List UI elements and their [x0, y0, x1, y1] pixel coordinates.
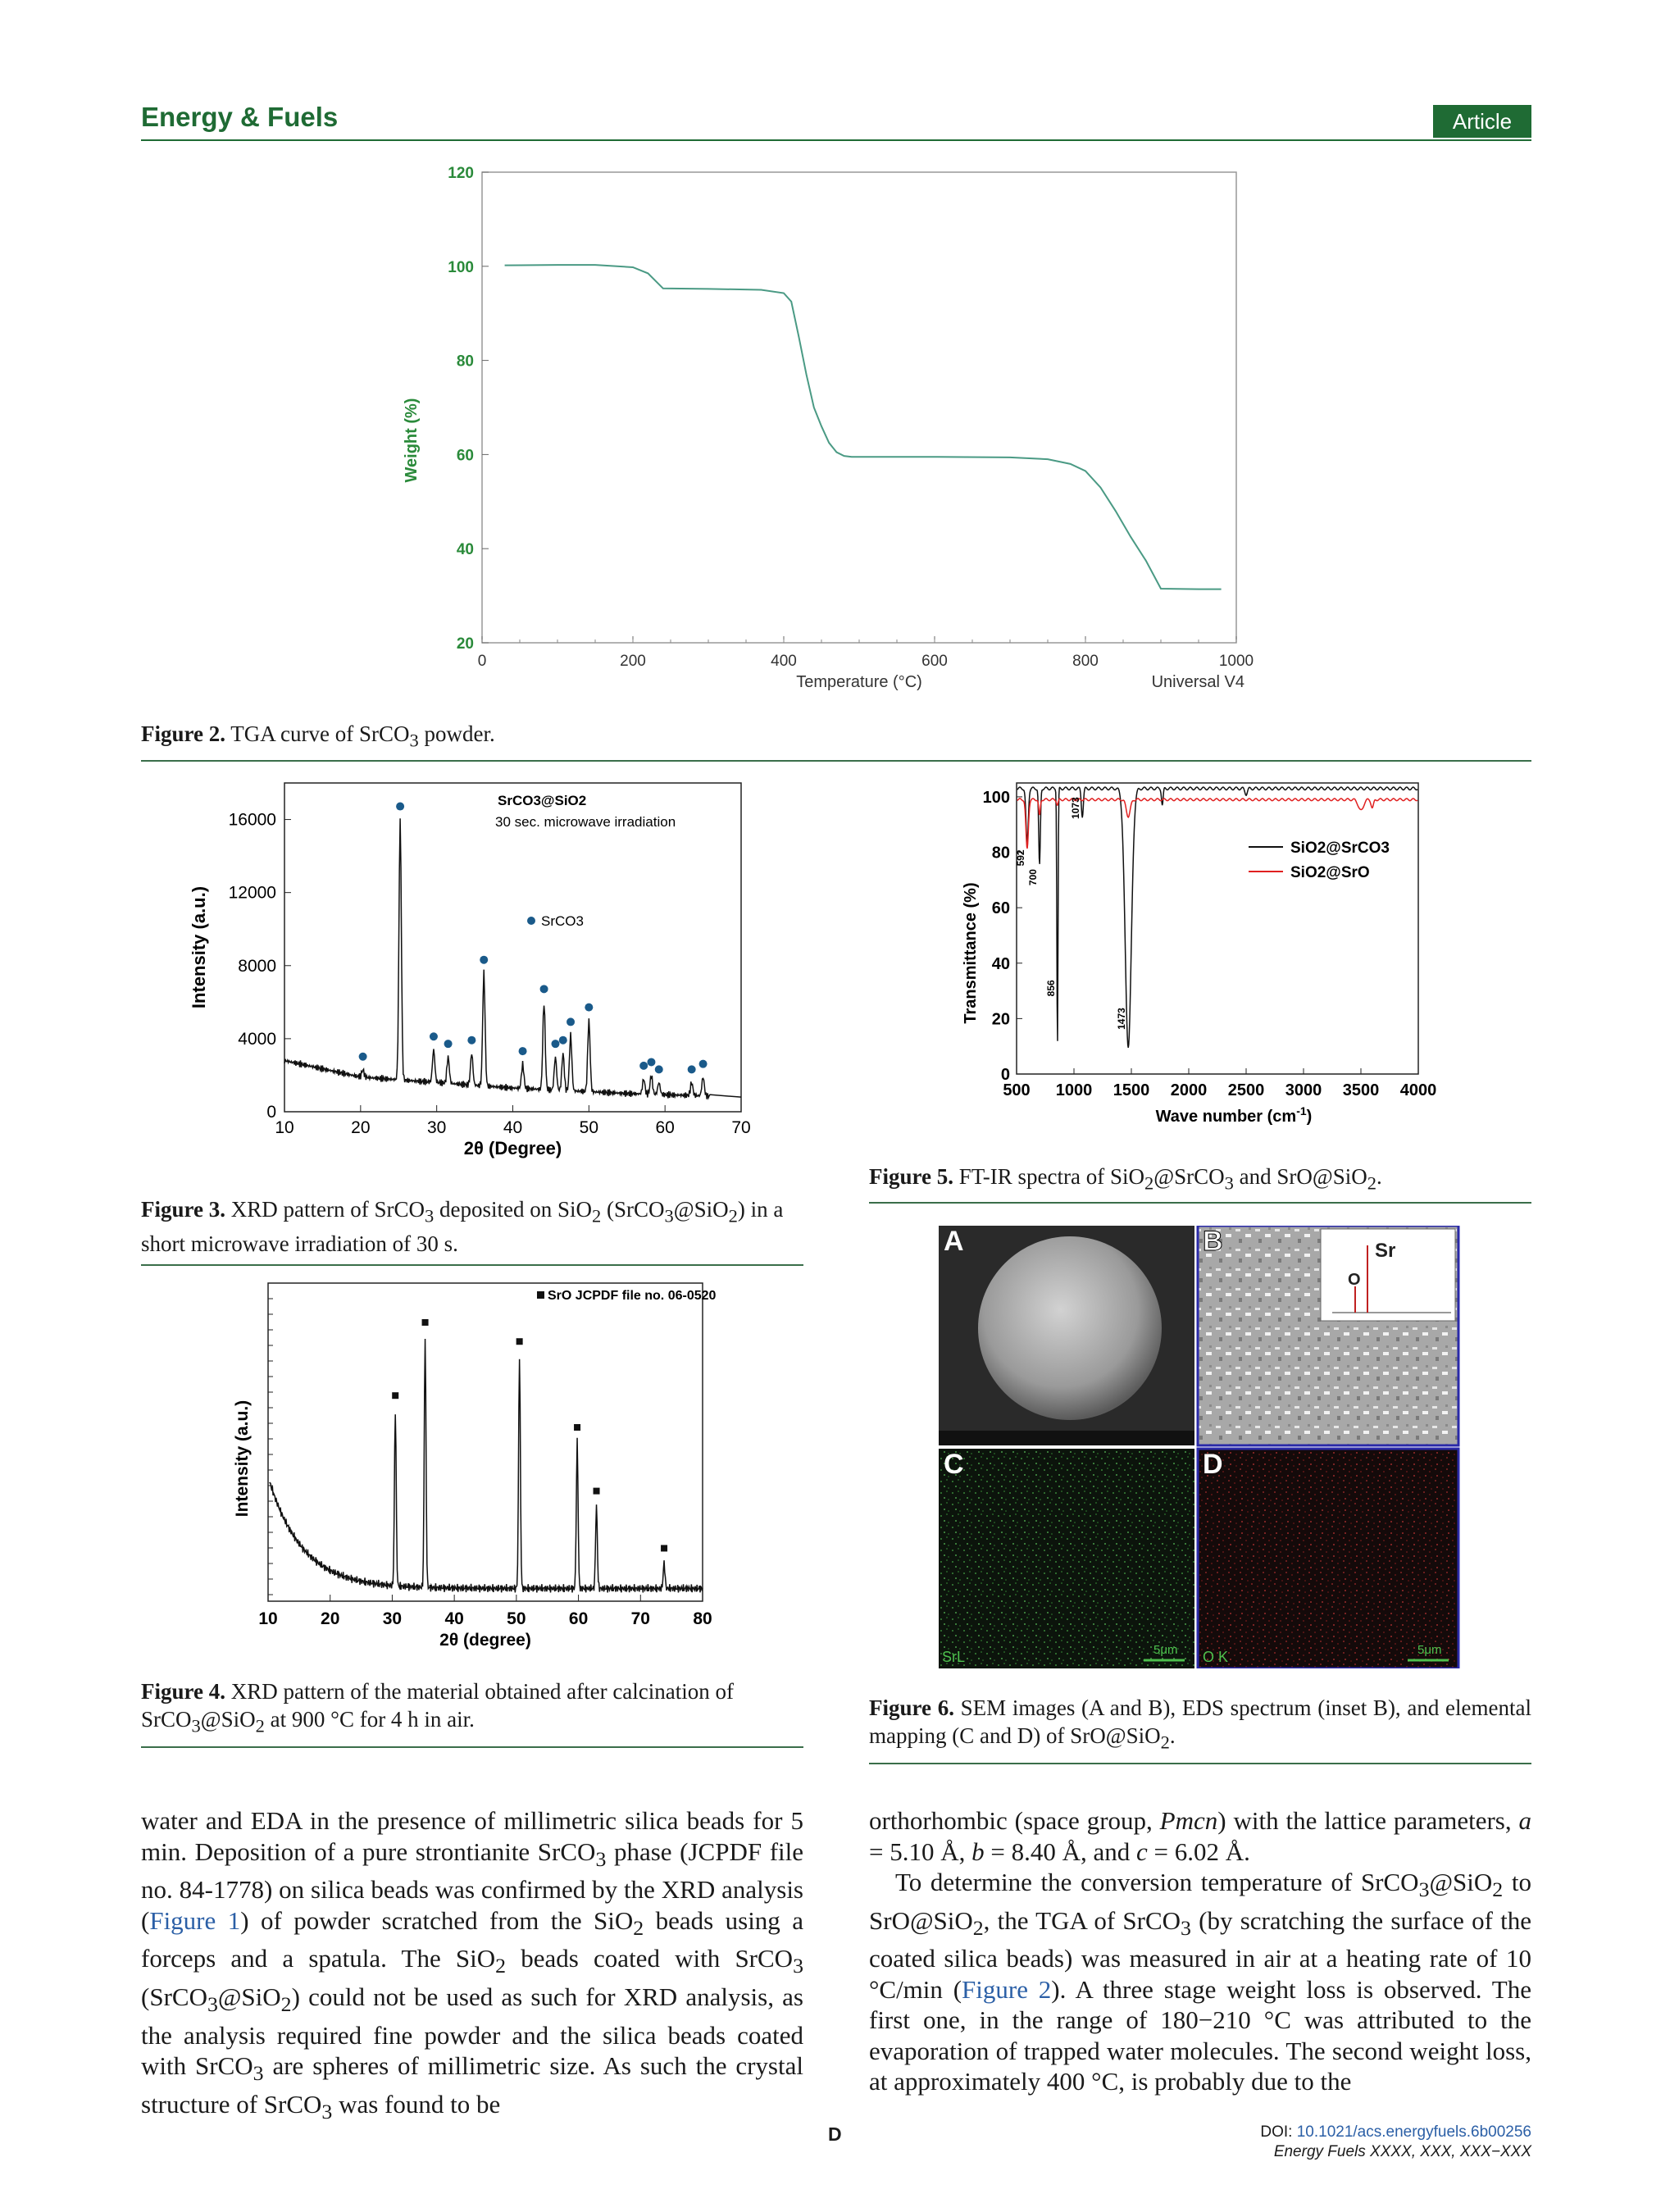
panel-label-b: B: [1203, 1226, 1223, 1257]
tga-x-tick-label: 800: [1072, 653, 1099, 670]
xrd4-x-tick-label: 60: [568, 1609, 589, 1628]
tga-x-tick-label: 600: [921, 653, 948, 670]
xrd3-y-tick-label: 8000: [238, 956, 276, 976]
tga-y-tick-label: 40: [456, 541, 474, 559]
xrd3-peak-marker: [647, 1058, 655, 1066]
ftir-y-tick-label: 0: [1000, 1066, 1010, 1084]
xrd3-y-tick-label: 0: [266, 1103, 276, 1122]
xrd3-peak-marker: [566, 1017, 575, 1026]
footer-doi: [1066, 2123, 1531, 2141]
figure5-rule: [869, 1202, 1531, 1204]
xrd4-x-tick-label: 30: [382, 1609, 403, 1628]
xrd3-peak-marker: [559, 1036, 567, 1045]
figure3-rule: [141, 1264, 803, 1266]
xrd3-x-tick-label: 40: [503, 1118, 523, 1137]
figure2-link[interactable]: Figure 2: [962, 1974, 1052, 2004]
journal-title: Energy & Fuels: [141, 102, 339, 132]
tga-chart: [361, 156, 1295, 713]
xrd3-peak-marker: [688, 1065, 696, 1073]
tga-y-tick-label: 60: [456, 447, 474, 465]
xrd3-x-tick-label: 60: [655, 1118, 675, 1137]
map-label-c: SrL: [942, 1649, 966, 1665]
xrd3-peak-marker: [480, 956, 488, 964]
body-column-left: water and EDA in the presence of millimetric silica beads for 5 min. Deposition of a pure strontianite SrCO$_3$ phase (JCPDF file no. 84-1778) on silica beads was confirmed by the XRD analysis (Figure 1) of powder scratched from the SiO$_2$ beads using a forceps and a spatula. The SiO$_2$ beads coated with SrCO$_3$ (SrCO$_3$@SiO$_2$) could not be used as such for XRD analysis, as the analysis required fine powder and the silica beads coated with SrCO$_3$ are spheres of millimetric size. As such the crystal structure of SrCO$_3$ was found to be: [141, 1806, 804, 2124]
ftir-y-tick-label: 100: [982, 788, 1010, 807]
map-label-d: O K: [1203, 1649, 1229, 1665]
eds-inset: [1321, 1229, 1455, 1321]
xrd3-peak-marker: [467, 1036, 475, 1045]
figure6-caption: Figure 6. SEM images (A and B), EDS spectrum (inset B), and elemental mapping (C and D) of SrO@SiO$_2$.: [869, 1695, 1532, 1753]
ftir-y-tick-label: 80: [991, 844, 1010, 862]
xrd3-plot-frame: [284, 783, 741, 1112]
tga-x-tick-label: 0: [477, 653, 487, 670]
ftir-legend-label-srco3: SiO2@SrCO3: [1290, 840, 1390, 857]
xrd3-chart-title: SrCO3@SiO2: [498, 793, 587, 808]
ftir-peak-annotation: 1073: [1070, 797, 1082, 819]
xrd4-x-tick-label: 50: [507, 1609, 526, 1628]
xrd4-legend-label: SrO JCPDF file no. 06-0520: [548, 1289, 717, 1303]
body-column-right: orthorhombic (space group, Pmcn) with the lattice parameters, a = 5.10 Å, b = 8.40 Å, and c = 6.02 Å. To determine the conversion temperature of SrCO$_3$@SiO$_2$ to SrO@SiO$_2$, the TGA of SrCO$_3$ (by scratching the surface of the coated silica beads) was measured in air at a heating rate of 10 °C/min (Figure 2). A three stage weight loss is observed. The first one, in the range of 180−210 °C was attributed to the evaporation of trapped water molecules. The second weight loss, at approximately 400 °C, is probably due to the: [869, 1806, 1531, 2096]
xrd4-peak-marker: [574, 1424, 580, 1431]
tga-series-line: [505, 265, 1222, 589]
header-rule: [141, 139, 1531, 141]
ftir-y-tick-label: 60: [991, 899, 1010, 918]
ftir-legend-label-sro: SiO2@SrO: [1290, 864, 1370, 881]
figure3-caption: Figure 3. XRD pattern of SrCO$_3$ deposited on SiO$_2$ (SrCO$_3$@SiO$_2$) in a short microwave irradiation of 30 s.: [141, 1197, 784, 1257]
xrd3-peak-marker: [540, 985, 548, 993]
xrd3-legend-label: SrCO3: [541, 913, 584, 929]
figure4-rule: [141, 1746, 803, 1748]
ftir-plot-frame: [1014, 783, 1418, 1074]
xrd3-peak-marker: [585, 1004, 593, 1012]
xrd3-x-tick-label: 30: [426, 1118, 447, 1137]
xrd3-peak-marker: [444, 1040, 453, 1048]
panel-label-c: C: [944, 1449, 964, 1480]
tga-instrument-label: Universal V4: [1151, 673, 1244, 691]
xrd4-peak-marker: [516, 1338, 523, 1345]
xrd3-x-tick-label: 10: [275, 1118, 294, 1137]
ftir-peak-annotation: 700: [1027, 869, 1039, 886]
doi-link[interactable]: 10.1021/acs.energyfuels.6b00256: [1296, 2123, 1531, 2141]
ftir-x-axis-sup: -1: [1296, 1104, 1307, 1117]
panel-label-d: D: [1203, 1449, 1223, 1480]
figure5-caption: Figure 5. FT-IR spectra of SiO$_2$@SrCO$_3$ and SrO@SiO$_2$.: [869, 1164, 1382, 1194]
ftir-peak-annotation: 1473: [1116, 1008, 1128, 1030]
figure4-label: Figure 4.: [141, 1679, 225, 1704]
tga-x-tick-label: 400: [771, 653, 797, 670]
ftir-peak-annotation: 856: [1044, 980, 1057, 997]
xrd4-pattern-line: [270, 1339, 703, 1592]
xrd-sro-chart: [141, 1275, 797, 1668]
eds-o-label: O: [1348, 1271, 1361, 1289]
xrd3-x-axis-label: 2θ (Degree): [463, 1138, 562, 1158]
ftir-y-tick-label: 20: [991, 1010, 1010, 1029]
ftir-peak-annotation: 592: [1014, 849, 1026, 867]
xrd4-plot-frame: [268, 1283, 703, 1601]
footer-citation: Energy Fuels XXXX, XXX, XXX−XXX: [1273, 2143, 1531, 2160]
ftir-y-axis-label: Transmittance (%): [962, 882, 980, 1024]
ftir-x-tick-label: 1000: [1055, 1081, 1093, 1099]
tga-x-axis-label: Temperature (°C): [796, 673, 922, 691]
xrd4-x-tick-label: 40: [444, 1609, 464, 1628]
sem-panel-b: [1198, 1226, 1458, 1445]
ftir-x-tick-label: 3500: [1342, 1081, 1380, 1099]
xrd4-peak-marker: [661, 1545, 667, 1551]
xrd3-peak-marker: [430, 1032, 438, 1040]
xrd3-peak-marker: [639, 1062, 648, 1070]
xrd3-y-tick-label: 4000: [238, 1029, 276, 1049]
xrd3-y-axis-label: Intensity (a.u.): [189, 885, 209, 1009]
tga-y-tick-label: 100: [448, 258, 474, 276]
page-number: D: [828, 2123, 842, 2145]
ftir-series-srco3: [1014, 787, 1417, 1048]
tga-y-tick-label: 120: [448, 165, 474, 182]
scale-bar-c: 5μm: [1153, 1643, 1178, 1657]
xrd4-legend-marker: [537, 1291, 544, 1299]
ftir-x-tick-label: 500: [1003, 1081, 1031, 1099]
xrd4-x-tick-label: 10: [258, 1609, 278, 1628]
xrd3-pattern-line: [284, 818, 741, 1099]
tga-plot-frame: [482, 172, 1236, 643]
figure6-rule: [869, 1763, 1531, 1764]
xrd4-x-axis-label: 2θ (degree): [439, 1631, 531, 1650]
tga-y-tick-label: 20: [456, 635, 474, 653]
xrd3-peak-marker: [699, 1060, 708, 1068]
xrd3-peak-marker: [519, 1047, 527, 1055]
tga-x-tick-label: 200: [620, 653, 646, 670]
figure4-caption: Figure 4. XRD pattern of the material obtained after calcination of SrCO$_3$@SiO$_2$ at 900 °C for 4 h in air.: [141, 1679, 734, 1736]
xrd4-peak-marker: [594, 1488, 600, 1495]
xrd4-peak-marker: [422, 1319, 429, 1326]
figure6-label: Figure 6.: [869, 1695, 954, 1720]
ftir-x-tick-label: 1500: [1113, 1081, 1150, 1099]
xrd4-x-tick-label: 80: [693, 1609, 712, 1628]
ftir-x-axis-label: Wave number $(cm^{-1})$: [1155, 1104, 1313, 1126]
doi-prefix: DOI:: [1260, 2123, 1293, 2141]
xrd-srco3-chart: [141, 771, 797, 1181]
figure2-caption: Figure 2. TGA curve of SrCO$_3$ powder.: [141, 721, 495, 751]
ftir-x-tick-label: 3000: [1285, 1081, 1322, 1099]
ftir-x-tick-label: 2500: [1227, 1081, 1265, 1099]
eds-sr-label: Sr: [1375, 1240, 1396, 1262]
xrd3-y-tick-label: 12000: [228, 883, 276, 903]
sem-panel-d: [1198, 1449, 1458, 1668]
sem-panel-c: [939, 1449, 1194, 1668]
sem-figure: [939, 1226, 1463, 1668]
figure1-link[interactable]: Figure 1: [149, 1905, 241, 1935]
xrd4-y-axis-label: Intensity (a.u.): [233, 1400, 252, 1518]
xrd3-x-tick-label: 50: [579, 1118, 599, 1137]
xrd3-peak-marker: [551, 1040, 559, 1048]
ftir-chart: [869, 771, 1525, 1148]
tga-x-tick-label: 1000: [1218, 653, 1254, 670]
figure2-rule: [141, 760, 1531, 762]
tga-y-tick-label: 80: [456, 353, 474, 371]
panel-label-a: A: [944, 1226, 964, 1257]
xrd3-y-tick-label: 16000: [228, 810, 276, 830]
xrd4-x-tick-label: 70: [630, 1609, 650, 1628]
scale-bar-d: 5μm: [1417, 1643, 1442, 1657]
xrd3-x-tick-label: 20: [351, 1118, 371, 1137]
xrd3-peak-marker: [396, 803, 404, 811]
figure2-label: Figure 2.: [141, 721, 225, 746]
tga-y-axis-label: Weight (%): [403, 398, 421, 483]
ftir-x-axis-close: ): [1306, 1108, 1313, 1126]
ftir-x-tick-label: 2000: [1170, 1081, 1208, 1099]
xrd4-peak-marker: [392, 1392, 398, 1399]
xrd3-chart-subtitle: 30 sec. microwave irradiation: [495, 814, 676, 830]
xrd4-x-tick-label: 20: [321, 1609, 340, 1628]
figure5-label: Figure 5.: [869, 1164, 953, 1189]
ftir-y-tick-label: 40: [991, 954, 1010, 973]
xrd3-x-tick-label: 70: [731, 1118, 751, 1137]
ftir-x-tick-label: 4000: [1399, 1081, 1437, 1099]
xrd3-legend-marker: [527, 917, 535, 925]
figure3-label: Figure 3.: [141, 1197, 225, 1222]
article-type-badge: Article: [1433, 105, 1531, 138]
sem-panel-a: [939, 1226, 1194, 1445]
xrd3-peak-marker: [655, 1065, 663, 1073]
xrd3-peak-marker: [359, 1053, 367, 1061]
